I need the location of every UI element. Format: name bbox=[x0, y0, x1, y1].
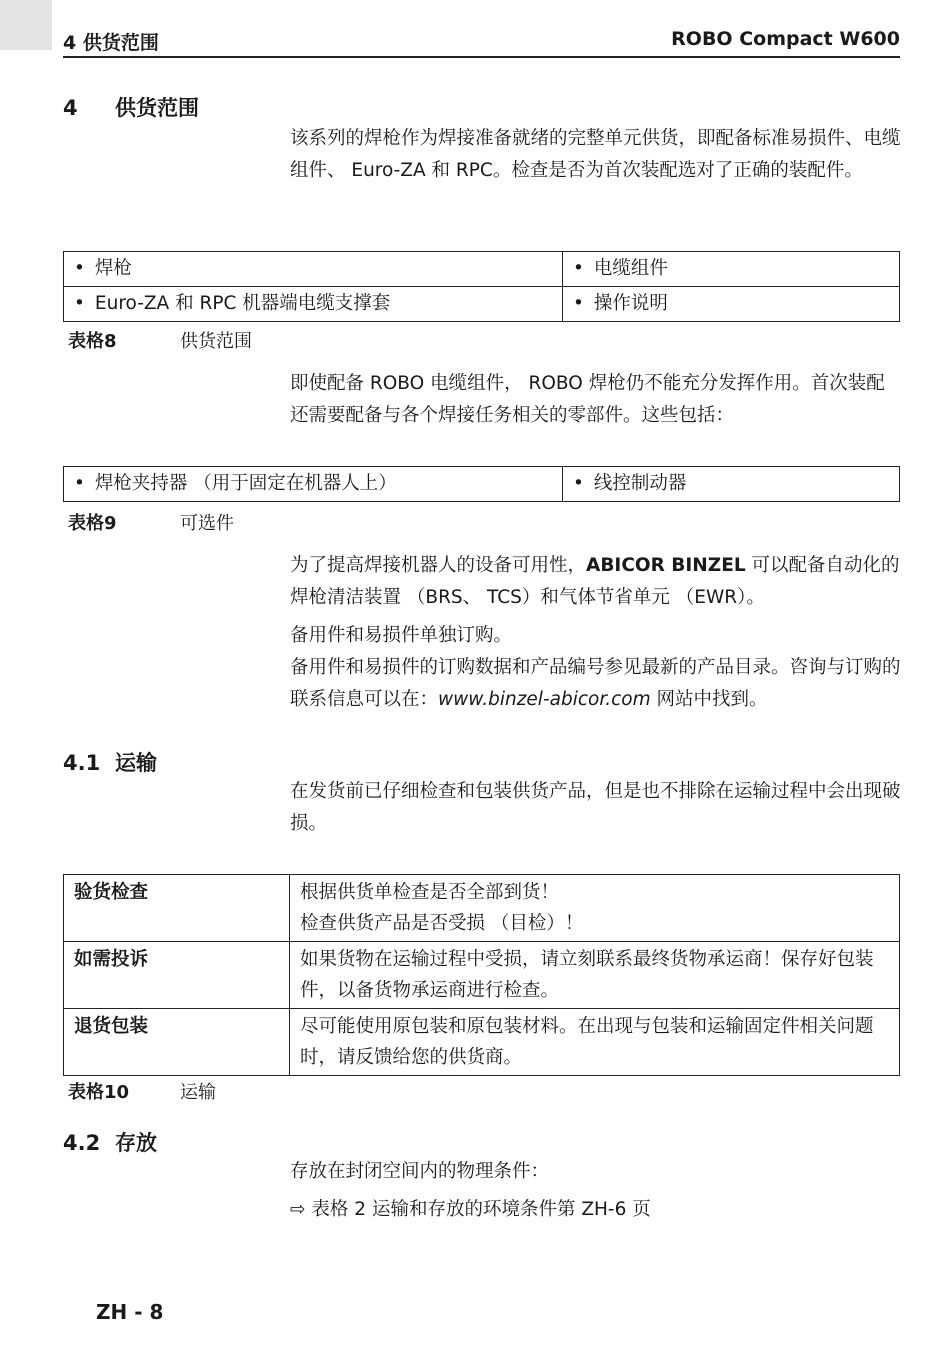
table-cell: • 操作说明 bbox=[563, 287, 900, 322]
table-8 bbox=[63, 251, 900, 322]
table-row bbox=[64, 942, 900, 1009]
table-row bbox=[64, 252, 900, 287]
table-cell: • 电缆组件 bbox=[563, 252, 900, 287]
section41-intro: 在发货前已仔细检查和包装供货产品，但是也不排除在运输过程中会出现破损。 bbox=[290, 781, 901, 834]
para5-text-a: 备用件和易损件的订购数据和产品编号参见最新的产品目录。咨询与订购的联系信息可以在： bbox=[290, 657, 901, 710]
section42-intro: 存放在封闭空间内的物理条件： bbox=[290, 1161, 550, 1182]
caption-text: 可选件 bbox=[180, 513, 234, 534]
header-chapter: 4 供货范围 bbox=[63, 32, 159, 54]
section4-para5 bbox=[290, 652, 902, 716]
table-cell: • 焊枪夹持器 （用于固定在机器人上） bbox=[64, 467, 563, 502]
section-heading-4-1 bbox=[63, 747, 157, 777]
table-10-caption bbox=[68, 1078, 216, 1104]
cell-line: 根据供货单检查是否全部到货！ bbox=[300, 882, 560, 903]
caption-number: 表格10 bbox=[68, 1082, 130, 1103]
section4-para4: 备用件和易损件单独订购。 bbox=[290, 625, 513, 646]
header-product: ROBO Compact W600 bbox=[671, 28, 900, 50]
table-row-label: 退货包装 bbox=[64, 1009, 290, 1076]
para3-text-b: 可以配备自动化的焊枪清洁装置 （BRS、 TCS）和气体节省单元 （EWR）。 bbox=[290, 555, 900, 608]
section4-para3 bbox=[290, 550, 902, 614]
table-row bbox=[64, 1009, 900, 1076]
table-10 bbox=[63, 874, 900, 1076]
table-row-label: 验货检查 bbox=[64, 875, 290, 942]
para5-text-b: 网站中找到。 bbox=[650, 689, 768, 710]
section-number: 4.1 bbox=[63, 751, 101, 775]
website-link[interactable]: www.binzel-abicor.com bbox=[438, 689, 651, 710]
section-title: 供货范围 bbox=[115, 96, 199, 120]
cell-line: 检查供货产品是否受损 （目检）！ bbox=[300, 913, 584, 934]
table-8-caption bbox=[68, 327, 252, 353]
table-cell: • Euro-ZA 和 RPC 机器端电缆支撑套 bbox=[64, 287, 563, 322]
page-number: ZH - 8 bbox=[96, 1300, 164, 1324]
table-cell: • 线控制动器 bbox=[563, 467, 900, 502]
brand-name: ABICOR BINZEL bbox=[586, 555, 746, 576]
table-row bbox=[64, 467, 900, 502]
section-number: 4.2 bbox=[63, 1131, 101, 1155]
section4-para2: 即使配备 ROBO 电缆组件， ROBO 焊枪仍不能充分发挥作用。首次装配还需要配备与各个焊接任务相关的零部件。这些包括： bbox=[290, 373, 885, 426]
corner-tab bbox=[0, 0, 52, 50]
caption-text: 供货范围 bbox=[180, 331, 252, 352]
section-heading-4 bbox=[63, 92, 199, 122]
table-9 bbox=[63, 466, 900, 502]
cross-reference-link[interactable]: 表格 2 运输和存放的环境条件第 ZH-6 页 bbox=[311, 1199, 651, 1220]
section-heading-4-2 bbox=[63, 1127, 157, 1157]
para3-text-a: 为了提高焊接机器人的设备可用性， bbox=[290, 555, 587, 576]
page-header bbox=[63, 26, 900, 58]
table-row-label: 如需投诉 bbox=[64, 942, 290, 1009]
caption-number: 表格8 bbox=[68, 331, 117, 352]
section4-intro: 该系列的焊枪作为焊接准备就绪的完整单元供货，即配备标准易损件、电缆组件、 Euro-ZA 和 RPC。检查是否为首次装配选对了正确的装配件。 bbox=[290, 128, 901, 181]
table-row bbox=[64, 287, 900, 322]
table-cell: • 焊枪 bbox=[64, 252, 563, 287]
table-cell bbox=[290, 875, 900, 942]
section-title: 运输 bbox=[115, 751, 157, 775]
section42-reference bbox=[290, 1194, 902, 1226]
caption-number: 表格9 bbox=[68, 513, 117, 534]
arrow-icon: ⇨ bbox=[290, 1199, 306, 1220]
section-number: 4 bbox=[63, 96, 78, 120]
caption-text: 运输 bbox=[180, 1082, 216, 1103]
table-9-caption bbox=[68, 509, 234, 535]
table-row bbox=[64, 875, 900, 942]
section-title: 存放 bbox=[115, 1131, 157, 1155]
table-cell: 尽可能使用原包装和原包装材料。在出现与包装和运输固定件相关问题时，请反馈给您的供货商。 bbox=[290, 1009, 900, 1076]
table-cell: 如果货物在运输过程中受损，请立刻联系最终货物承运商！保存好包装件，以备货物承运商进行检查。 bbox=[290, 942, 900, 1009]
